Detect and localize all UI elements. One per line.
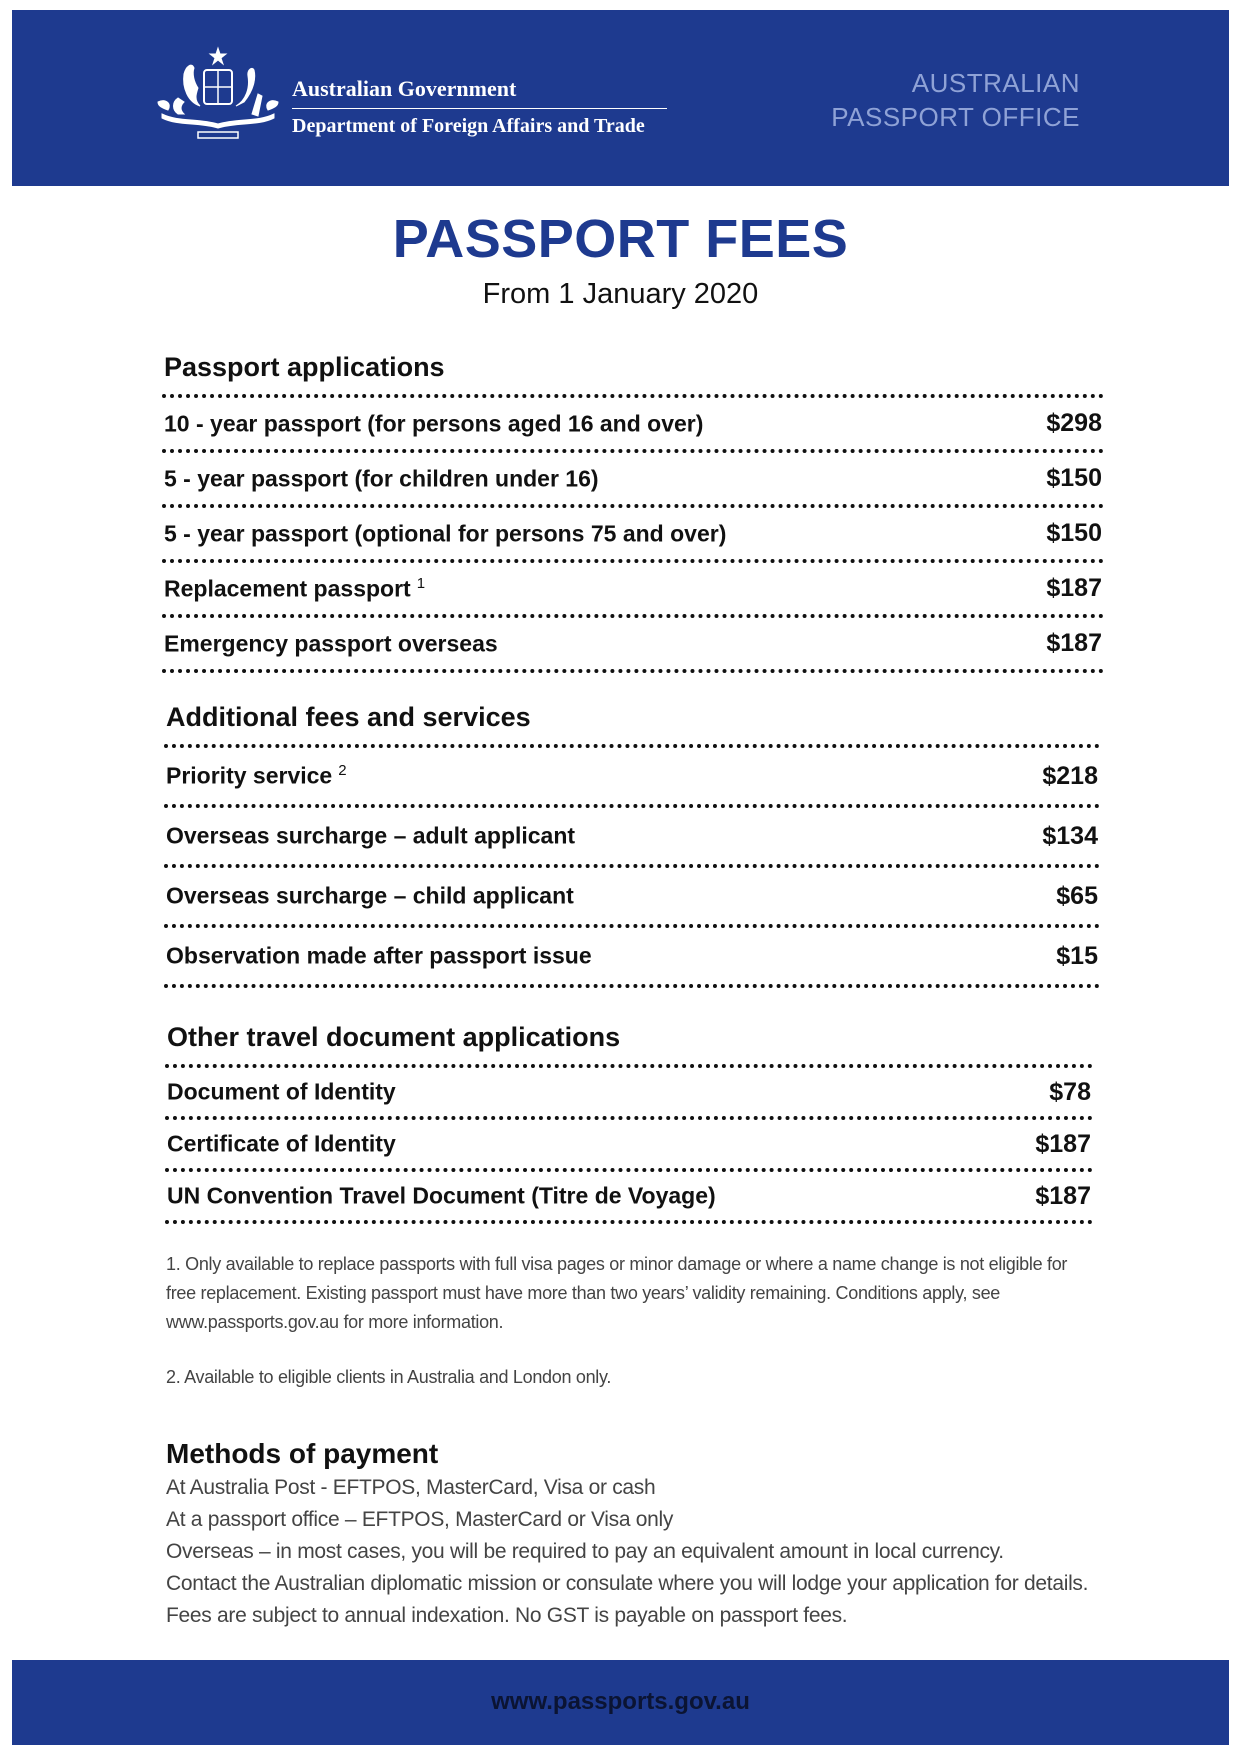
page-title: PASSPORT FEES [392, 209, 849, 269]
fee-row [164, 808, 1100, 868]
fee-label: 10 - year passport (for persons aged 16 and over) [164, 410, 704, 437]
fee-row [164, 868, 1100, 928]
passport-applications-section [162, 350, 1104, 673]
payment-line: At Australia Post - EFTPOS, MasterCard, Visa or cash [166, 1476, 656, 1499]
fee-price: $187 [1046, 629, 1102, 657]
fee-price: $65 [1056, 881, 1098, 910]
wordmark-divider [292, 108, 667, 109]
fee-label: 5 - year passport (for children under 16) [164, 465, 599, 492]
footnote-marker: 2 [338, 762, 347, 780]
payment-line: At a passport office – EFTPOS, MasterCard or Visa only [166, 1508, 674, 1531]
fee-price: $187 [1035, 1181, 1091, 1210]
fee-label: Document of Identity [167, 1078, 396, 1105]
website-link[interactable]: www.passports.gov.au [491, 1688, 750, 1715]
fee-price: $150 [1046, 519, 1102, 547]
fee-price: $218 [1042, 761, 1098, 790]
fee-row [164, 748, 1100, 808]
payment-heading: Methods of payment [166, 1438, 439, 1469]
fee-label: Replacement passport $^1$ [164, 574, 426, 602]
fee-label: Priority service $^2$ [166, 762, 347, 789]
footnote-2: 2. Available to eligible clients in Australia and London only. [166, 1367, 612, 1387]
other-documents-section [165, 1020, 1093, 1224]
fee-price: $187 [1035, 1129, 1091, 1158]
fee-price: $298 [1046, 409, 1102, 437]
fee-label: Overseas surcharge – child applicant [166, 882, 574, 909]
footnotes [166, 1250, 1096, 1418]
fee-row [162, 398, 1104, 453]
fee-price: $78 [1049, 1077, 1091, 1106]
section-heading: Other travel document applications [165, 1020, 1093, 1068]
fee-label: Observation made after passport issue [166, 942, 592, 969]
fee-row [164, 928, 1100, 988]
fee-row [165, 1172, 1093, 1224]
fee-label: Overseas surcharge – adult applicant [166, 822, 576, 849]
fee-row [162, 453, 1104, 508]
government-wordmark [292, 76, 667, 138]
coat-of-arms-logo [148, 44, 288, 144]
footnote-1: 1. Only available to replace passports with full visa pages or minor damage or where a name change is not eligible for free replacement. Existing passport must have more than two years’ validity remaining. Conditions apply, see www.passports.gov.au for more information. [166, 1254, 1068, 1332]
fee-label: UN Convention Travel Document (Titre de Voyage) [167, 1182, 716, 1209]
office-line-1: AUSTRALIAN [911, 68, 1080, 98]
payment-line: Contact the Australian diplomatic mission or consulate where you will lodge your application for details. [166, 1572, 1089, 1595]
section-heading: Additional fees and services [164, 700, 1100, 748]
fee-row [162, 508, 1104, 563]
payment-line: Overseas – in most cases, you will be required to pay an equivalent amount in local currency. [166, 1540, 1004, 1563]
page-subtitle: From 1 January 2020 [482, 278, 759, 310]
government-name: Australian Government [292, 76, 517, 101]
fee-row [165, 1068, 1093, 1120]
additional-fees-section [164, 700, 1100, 988]
department-name: Department of Foreign Affairs and Trade [292, 115, 645, 137]
fee-price: $150 [1046, 464, 1102, 492]
fee-price: $134 [1042, 821, 1098, 850]
section-heading: Passport applications [162, 350, 1104, 398]
fee-price: $15 [1056, 941, 1098, 970]
fee-row [165, 1120, 1093, 1172]
fee-label: 5 - year passport (optional for persons 75 and over) [164, 520, 727, 547]
passport-office-wordmark [800, 66, 1080, 134]
fee-label: Emergency passport overseas [164, 630, 498, 657]
fee-row [162, 563, 1104, 618]
fee-label: Certificate of Identity [167, 1130, 396, 1157]
payment-methods-list [166, 1472, 1176, 1632]
office-line-2: PASSPORT OFFICE [831, 102, 1080, 132]
fee-row [162, 618, 1104, 673]
payment-line: Fees are subject to annual indexation. No GST is payable on passport fees. [166, 1604, 848, 1627]
footnote-marker: 1 [416, 574, 426, 592]
fee-price: $187 [1046, 574, 1102, 602]
